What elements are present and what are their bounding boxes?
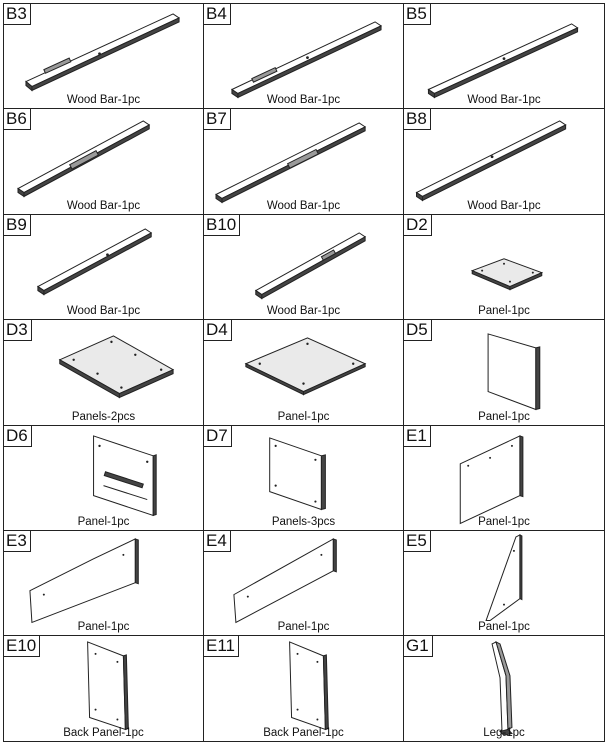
part-code: B8 — [404, 109, 431, 130]
wood-bar-illustration — [4, 215, 203, 319]
part-caption: Panel-1pc — [277, 410, 330, 423]
panel-illustration — [404, 426, 604, 530]
part-cell-d4 — [204, 320, 404, 425]
wood-bar-illustration — [404, 4, 604, 108]
wood-bar-illustration — [204, 4, 403, 108]
part-cell-b3 — [4, 4, 204, 109]
part-caption: Panel-1pc — [478, 621, 530, 634]
part-caption: Back Panel-1pc — [263, 726, 344, 739]
part-cell-e10 — [4, 636, 204, 741]
wood-bar-illustration — [4, 4, 203, 108]
part-caption: Panel-1pc — [478, 305, 530, 318]
part-caption: Panels-2pcs — [71, 410, 136, 423]
panel-illustration — [4, 426, 203, 530]
parts-grid — [3, 3, 605, 742]
part-caption: Wood Bar-1pc — [467, 199, 541, 212]
part-code: E4 — [204, 531, 231, 552]
part-caption: Wood Bar-1pc — [266, 94, 341, 107]
panel-illustration — [404, 215, 604, 319]
part-cell-e1 — [404, 426, 605, 531]
part-code: E11 — [204, 636, 239, 657]
part-caption: Wood Bar-1pc — [66, 305, 141, 318]
part-code: D3 — [4, 320, 32, 341]
part-caption: Panel-1pc — [77, 621, 130, 634]
panel-illustration — [204, 320, 403, 424]
panel-illustration — [4, 320, 203, 424]
part-caption: Back Panel-1pc — [63, 726, 144, 739]
part-caption: Wood Bar-1pc — [66, 199, 141, 212]
part-cell-d2 — [404, 215, 605, 320]
part-code: B10 — [204, 215, 240, 236]
part-code: B7 — [204, 109, 231, 130]
part-cell-b10 — [204, 215, 404, 320]
wood-bar-illustration — [404, 109, 604, 213]
wood-bar-illustration — [4, 109, 203, 213]
panel-illustration — [404, 320, 604, 424]
part-cell-b7 — [204, 109, 404, 214]
part-code: B3 — [4, 4, 31, 25]
part-code: E10 — [4, 636, 40, 657]
part-cell-d3 — [4, 320, 204, 425]
part-code: G1 — [404, 636, 433, 657]
part-code: E1 — [404, 426, 431, 447]
part-code: B5 — [404, 4, 431, 25]
part-cell-e4 — [204, 531, 404, 636]
part-cell-b5 — [404, 4, 605, 109]
part-code: D6 — [4, 426, 32, 447]
part-cell-b6 — [4, 109, 204, 214]
part-code: B4 — [204, 4, 231, 25]
part-cell-d5 — [404, 320, 605, 425]
wood-bar-illustration — [204, 109, 403, 213]
part-code: B6 — [4, 109, 31, 130]
part-cell-e11 — [204, 636, 404, 741]
part-code: D7 — [204, 426, 232, 447]
part-cell-e5 — [404, 531, 605, 636]
panel-illustration — [204, 426, 403, 530]
part-caption: Wood Bar-1pc — [266, 305, 341, 318]
part-code: E5 — [404, 531, 431, 552]
part-code: E3 — [4, 531, 31, 552]
part-cell-b9 — [4, 215, 204, 320]
leg-illustration — [404, 636, 604, 740]
part-caption: Panel-1pc — [77, 515, 130, 528]
part-caption: Panel-1pc — [478, 410, 530, 423]
part-caption: Leg-1pc — [483, 726, 525, 739]
part-caption: Wood Bar-1pc — [66, 94, 141, 107]
part-code: B9 — [4, 215, 31, 236]
part-code: D2 — [404, 215, 432, 236]
part-caption: Panel-1pc — [277, 621, 330, 634]
part-caption: Panel-1pc — [478, 515, 530, 528]
panel-illustration — [4, 531, 203, 635]
panel-illustration — [4, 636, 203, 740]
part-cell-b4 — [204, 4, 404, 109]
part-cell-d7 — [204, 426, 404, 531]
part-cell-d6 — [4, 426, 204, 531]
panel-illustration — [204, 531, 403, 635]
panel-illustration — [204, 636, 403, 740]
panel-illustration — [404, 531, 604, 635]
part-caption: Wood Bar-1pc — [266, 199, 341, 212]
part-cell-e3 — [4, 531, 204, 636]
part-caption: Wood Bar-1pc — [467, 94, 541, 107]
part-code: D4 — [204, 320, 232, 341]
part-cell-g1 — [404, 636, 605, 741]
wood-bar-illustration — [204, 215, 403, 319]
part-cell-b8 — [404, 109, 605, 214]
part-caption: Panels-3pcs — [271, 515, 336, 528]
part-code: D5 — [404, 320, 432, 341]
